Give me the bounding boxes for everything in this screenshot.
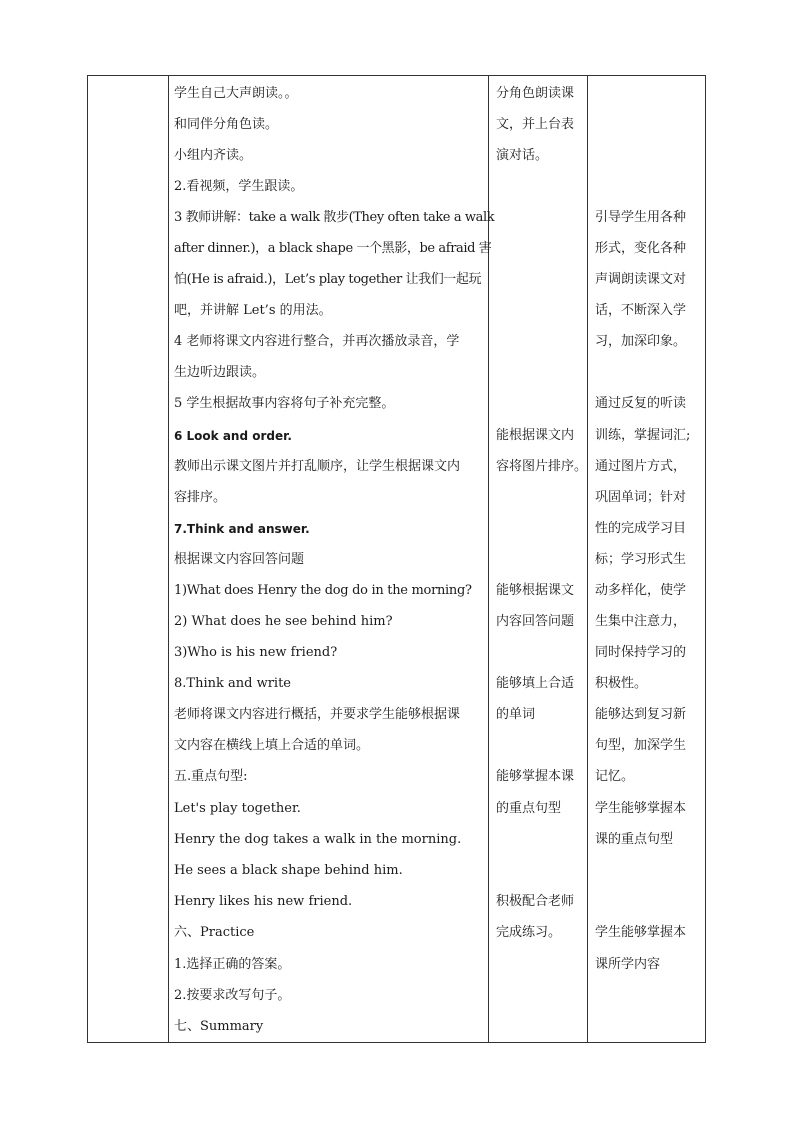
lesson-plan-table [87, 75, 706, 1043]
column-1-empty [88, 76, 168, 1042]
activity-line: 能够掌握本课 [496, 769, 575, 784]
procedure-line: 老师将课文内容进行概括，并要求学生能够根据课 [174, 707, 461, 722]
teaching-procedure-column [174, 76, 495, 1042]
procedure-line: 五.重点句型: [174, 769, 248, 784]
procedure-line: 生边听边跟读。 [174, 365, 266, 380]
procedure-heading: 6 Look and order. [174, 429, 292, 443]
activity-line: 完成练习。 [496, 925, 562, 940]
procedure-line: 容排序。 [174, 490, 227, 505]
procedure-line: 2) What does he see behind him? [174, 614, 393, 629]
intent-line: 生集中注意力， [595, 614, 687, 629]
procedure-line: 4 老师将课文内容进行整合，并再次播放录音，学 [174, 334, 460, 349]
intent-line: 巩固单词；针对 [595, 490, 687, 505]
intent-line: 课的重点句型 [595, 832, 674, 847]
intent-line: 话，不断深入学 [595, 303, 687, 318]
procedure-line: 七、Summary [174, 1019, 264, 1034]
design-intent-column [595, 76, 705, 1042]
procedure-line: 怕(He is afraid.)，Let’s play together 让我们一起玩 [174, 272, 482, 287]
intent-line: 能够达到复习新 [595, 707, 687, 722]
activity-line: 容将图片排序。 [496, 459, 588, 474]
procedure-line: 1)What does Henry the dog do in the morning? [174, 583, 472, 598]
activity-line: 积极配合老师 [496, 894, 575, 909]
intent-line: 记忆。 [595, 769, 635, 784]
procedure-line: 1.选择正确的答案。 [174, 957, 291, 972]
intent-line: 积极性。 [595, 676, 648, 691]
intent-line: 同时保持学习的 [595, 645, 687, 660]
intent-line: 动多样化，使学 [595, 583, 687, 598]
intent-line: 形式，变化各种 [595, 241, 687, 256]
procedure-line: 小组内齐读。 [174, 148, 253, 163]
intent-line: 标；学习形式生 [595, 552, 687, 567]
intent-line: 学生能够掌握本 [595, 801, 687, 816]
procedure-line: Let's play together. [174, 801, 301, 816]
procedure-line: 3)Who is his new friend? [174, 645, 338, 660]
intent-line: 通过图片方式， [595, 459, 687, 474]
intent-line: 习，加深印象。 [595, 334, 687, 349]
activity-line: 文，并上台表 [496, 117, 575, 132]
intent-line: 通过反复的听读 [595, 396, 687, 411]
procedure-line: 文内容在横线上填上合适的单词。 [174, 738, 370, 753]
procedure-line: 教师出示课文图片并打乱顺序，让学生根据课文内 [174, 459, 461, 474]
intent-line: 课所学内容 [595, 957, 661, 972]
procedure-line: 根据课文内容回答问题 [174, 552, 305, 567]
procedure-line: 学生自己大声朗读。。 [174, 86, 298, 101]
intent-line: 句型，加深学生 [595, 738, 687, 753]
procedure-line: Henry likes his new friend. [174, 894, 353, 909]
activity-line: 能根据课文内 [496, 428, 575, 443]
student-activity-column [496, 76, 588, 1042]
activity-line: 能够填上合适 [496, 676, 575, 691]
procedure-line: 2.看视频，学生跟读。 [174, 179, 304, 194]
procedure-line: Henry the dog takes a walk in the morning. [174, 832, 462, 847]
activity-line: 分角色朗读课 [496, 86, 575, 101]
intent-line: 学生能够掌握本 [595, 925, 687, 940]
intent-line: 训练，掌握词汇; [595, 428, 691, 443]
intent-line: 性的完成学习目 [595, 521, 687, 536]
procedure-line: 六、Practice [174, 925, 255, 940]
activity-line: 的重点句型 [496, 801, 562, 816]
column-divider [168, 76, 169, 1042]
procedure-line: 2.按要求改写句子。 [174, 988, 291, 1003]
procedure-line: 吧，并讲解 Let’s 的用法。 [174, 303, 332, 318]
procedure-line: He sees a black shape behind him. [174, 863, 403, 878]
intent-line: 声调朗读课文对 [595, 272, 687, 287]
procedure-line: 5 学生根据故事内容将句子补充完整。 [174, 396, 395, 411]
procedure-line: 8.Think and write [174, 676, 291, 691]
intent-line: 引导学生用各种 [595, 210, 687, 225]
activity-line: 内容回答问题 [496, 614, 575, 629]
activity-line: 的单词 [496, 707, 536, 722]
activity-line: 能够根据课文 [496, 583, 575, 598]
procedure-line: 3 教师讲解：take a walk 散步(They often take a walk [174, 210, 495, 225]
activity-line: 演对话。 [496, 148, 549, 163]
procedure-heading: 7.Think and answer. [174, 522, 310, 536]
procedure-line: after dinner.)，a black shape 一个黑影，be afraid 害 [174, 241, 492, 256]
procedure-line: 和同伴分角色读。 [174, 117, 279, 132]
